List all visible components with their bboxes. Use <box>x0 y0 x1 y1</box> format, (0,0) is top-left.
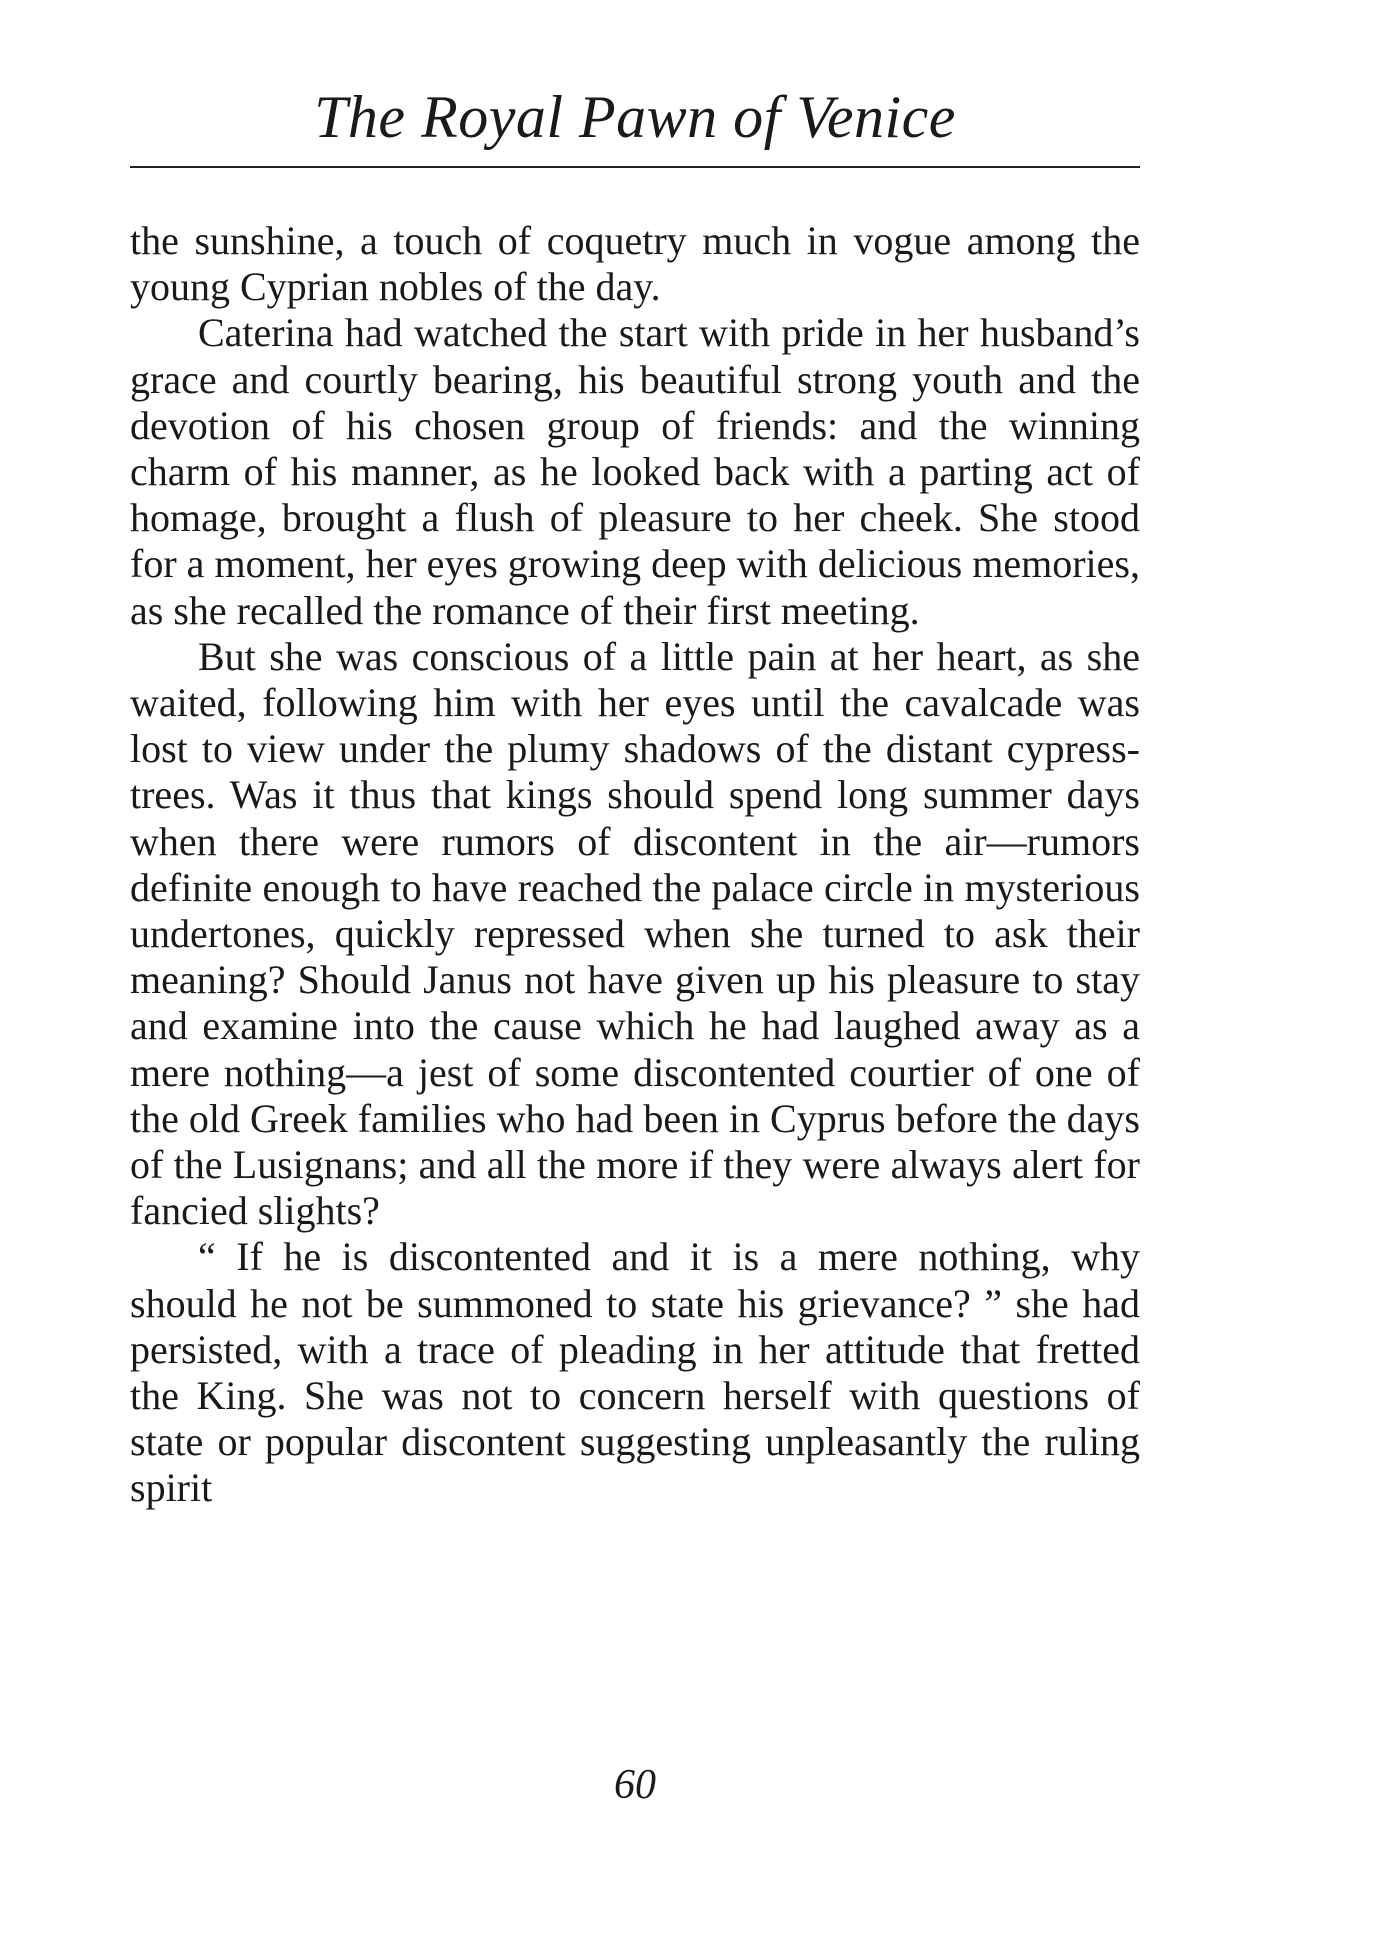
header-rule <box>130 166 1140 168</box>
body-text <box>130 218 1140 1512</box>
page-number: 60 <box>614 1762 656 1808</box>
paragraph: Caterina had watched the start with pride in her husband’s grace and courtly bearing, his beautiful strong youth and the devotion of his chosen group of friends: and the winning charm of his manner, as he looked back with a parting act of homage, brought a flush of pleasure to her cheek. She stood for a moment, her eyes growing deep with delicious memories, as she recalled the romance of their first meeting. <box>130 310 1140 633</box>
paragraph: But she was conscious of a little pain at her heart, as she waited, following him with her eyes until the cavalcade was lost to view under the plumy shadows of the distant cypress-trees. Was it thus that kings should spend long summer days when there were rumors of discontent in the air—rumors definite enough to have reached the palace circle in mysterious undertones, quickly repressed when she turned to ask their meaning? Should Janus not have given up his pleasure to stay and examine into the cause which he had laughed away as a mere nothing—a jest of some discontented courtier of one of the old Greek families who had been in Cyprus before the days of the Lusignans; and all the more if they were always alert for fancied slights? <box>130 633 1140 1234</box>
running-head-title: The Royal Pawn of Venice <box>314 84 956 150</box>
paragraph: “ If he is discontented and it is a mere nothing, why should he not be summoned to state his grievance? ” she had persisted, with a trace of pleading in her attitude that fretted the King. She was not to concern herself with questions of state or popular discontent suggesting unpleasantly the ruling spirit <box>130 1234 1140 1511</box>
paragraph-continuation: the sunshine, a touch of coquetry much in vogue among the young Cyprian nobles of the day. <box>130 218 1140 310</box>
